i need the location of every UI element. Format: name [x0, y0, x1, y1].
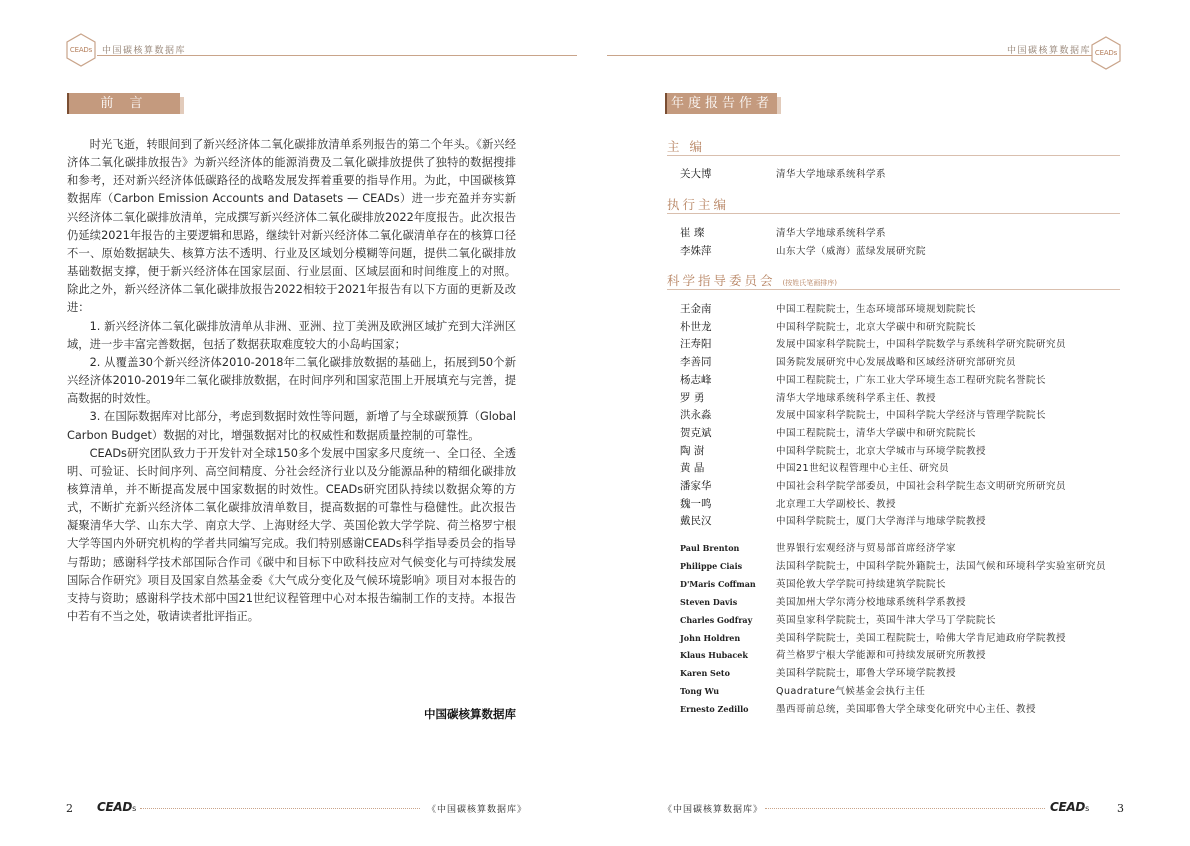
footer-dotted-line — [140, 808, 420, 809]
person-name: 贺克斌 — [680, 426, 712, 439]
person-row — [680, 243, 1140, 261]
person-row — [680, 166, 1140, 184]
person-row — [680, 496, 1140, 514]
paragraph: 2. 从覆盖30个新兴经济体2010-2018年二氧化碳排放数据的基础上，拓展到50个新兴经济体2010-2019年二氧化碳排放数据，在时间序列和国家范围上开展填充与完善，提高数据的时效性。 — [67, 355, 516, 406]
person-name: 李姝萍 — [680, 244, 712, 257]
hex-logo-text: CEADs — [1094, 49, 1118, 57]
person-name: 汪寿阳 — [680, 338, 712, 351]
person-name: 洪永淼 — [680, 409, 712, 422]
section-title-executive-editors: 执行主编 — [667, 197, 730, 212]
person-row — [680, 665, 1140, 683]
person-affiliation: 美国加州大学尔湾分校地球系统科学系教授 — [776, 596, 967, 608]
person-row — [680, 336, 1140, 354]
person-row — [680, 425, 1140, 443]
footer-logo-main: CEAD — [97, 800, 133, 814]
footer-logo-suffix: s — [1085, 804, 1089, 813]
person-name: 崔 璨 — [680, 227, 705, 239]
person-affiliation: 山东大学（威海）蓝绿发展研究院 — [776, 245, 927, 257]
person-row — [680, 390, 1140, 408]
section-title-committee — [667, 271, 837, 289]
person-row — [680, 372, 1140, 390]
person-name: Charles Godfray — [680, 614, 753, 625]
person-name: Tong Wu — [680, 686, 720, 697]
person-row — [680, 683, 1140, 701]
person-row — [680, 478, 1140, 496]
section-divider — [667, 155, 1120, 156]
person-name: Ernesto Zedillo — [680, 704, 749, 715]
person-row — [680, 576, 1140, 594]
person-name: 朴世龙 — [680, 320, 712, 333]
section-title-chief-editor: 主 编 — [667, 139, 705, 154]
section-divider — [667, 289, 1120, 290]
hex-logo-text: CEADs — [69, 46, 93, 54]
person-name: 罗 勇 — [680, 391, 705, 404]
section-divider — [667, 213, 1120, 214]
person-affiliation: 中国科学院院士，北京大学城市与环境学院教授 — [776, 445, 987, 457]
person-affiliation: 发展中国家科学院院士，中国科学院数学与系统科学研究院研究员 — [776, 339, 1067, 351]
person-row — [680, 460, 1140, 478]
person-affiliation: 墨西哥前总统，美国耶鲁大学全球变化研究中心主任、教授 — [776, 704, 1037, 716]
footer-title-right: 《中国碳核算数据库》 — [663, 805, 764, 815]
person-row — [680, 301, 1140, 319]
person-affiliation: 中国21世纪议程管理中心主任、研究员 — [776, 463, 950, 475]
paragraph: 3. 在国际数据库对比部分，考虑到数据时效性等问题，新增了与全球碳预算（Global Carbon Budget）数据的对比，增强数据对比的权威性和数据质量控制的可靠性。 — [67, 410, 516, 442]
footer-logo-main: CEAD — [1050, 800, 1086, 814]
person-name: D'Maris Coffman — [680, 578, 756, 589]
committee-note: (按姓氏笔画排序) — [782, 279, 837, 287]
person-row — [680, 407, 1140, 425]
person-name: 王金南 — [680, 303, 712, 315]
person-row — [680, 630, 1140, 648]
footer-logo-right — [1050, 800, 1089, 814]
person-name: 黄 晶 — [680, 462, 705, 475]
person-affiliation: 中国工程院院士，清华大学碳中和研究院院长 — [776, 427, 977, 439]
person-name: Karen Seto — [680, 668, 730, 679]
section-tag-preface: 前 言 — [67, 93, 180, 114]
person-row — [680, 540, 1140, 558]
paragraph: 时光飞逝，转眼间到了新兴经济体二氧化碳排放清单系列报告的第二个年头。《新兴经济体二氧化碳排放报告》为新兴经济体的能源消费及二氧化碳排放提供了独特的数据搜排和参考，还对新兴经济体低碳路径的战略发展发挥着重要的指导作用。为此，中国碳核算数据库（Carbon Emission Accounts and Datasets — CEADs）进一步充盈并夯实新兴经济体二氧化碳排放清单，完成撰写新兴经济体二氧化碳排放2022年度报告。此次报告仍延续2021年报告的主要逻辑和思路，继续针对新兴经济体二氧化碳清单存在的核算口径不一、原始数据缺失、核算方法不透明、行业及区域划分模糊等问题，提供二氧化碳排放基础数据支撑，便于新兴经济体在国家层面、行业层面、区域层面和时间维度上的对照。除此之外，新兴经济体二氧化碳排放报告2022相较于2021年报告有以下方面的更新及改进： — [67, 138, 516, 315]
person-affiliation: 荷兰格罗宁根大学能源和可持续发展研究所教授 — [776, 650, 987, 662]
person-name: 魏一鸣 — [680, 497, 712, 510]
person-affiliation: 中国社会科学院学部委员，中国社会科学院生态文明研究所研究员 — [776, 481, 1067, 492]
header-brand: 中国碳核算数据库 — [1007, 46, 1092, 56]
person-affiliation: 中国工程院院士，生态环境部环境规划院院长 — [776, 304, 977, 315]
person-affiliation: 清华大学地球系统科学系主任、教授 — [776, 392, 937, 404]
person-row — [680, 647, 1140, 665]
person-row — [680, 354, 1140, 372]
person-name: 陶 澍 — [680, 444, 705, 457]
footer-title-left: 《中国碳核算数据库》 — [427, 805, 528, 815]
person-name: 李善同 — [680, 356, 712, 369]
person-row — [680, 319, 1140, 337]
person-row — [680, 612, 1140, 630]
preface-body — [67, 136, 516, 626]
person-name: Paul Brenton — [680, 543, 740, 553]
person-name: 关大博 — [680, 168, 712, 180]
ceads-hexagon-logo-icon — [1091, 36, 1121, 70]
footer-logo-suffix: s — [132, 804, 136, 813]
person-affiliation: 中国科学院院士，北京大学碳中和研究院院长 — [776, 321, 977, 333]
person-row — [680, 594, 1140, 612]
person-affiliation: 中国科学院院士，厦门大学海洋与地球学院教授 — [776, 516, 987, 528]
person-affiliation: 清华大学地球系统科学系 — [776, 169, 887, 180]
person-affiliation: 发展中国家科学院院士，中国科学院大学经济与管理学院院长 — [776, 410, 1047, 422]
person-affiliation: 中国工程院院士，广东工业大学环境生态工程研究院名誉院长 — [776, 374, 1047, 386]
person-affiliation: 北京理工大学副校长、教授 — [776, 498, 897, 510]
person-name: Philippe Ciais — [680, 560, 743, 571]
person-affiliation: 英国伦敦大学学院可持续建筑学院院长 — [776, 578, 947, 590]
person-affiliation: 美国科学院院士，美国工程院院士，哈佛大学肯尼迪政府学院教授 — [776, 632, 1067, 644]
person-affiliation: 世界银行宏观经济与贸易部首席经济学家 — [776, 543, 957, 554]
header-brand: 中国碳核算数据库 — [102, 46, 187, 56]
paragraph: 1. 新兴经济体二氧化碳排放清单从非洲、亚洲、拉丁美洲及欧洲区域扩充到大洋洲区域，进一步丰富完善数据，包括了数据获取难度较大的小岛屿国家； — [67, 319, 516, 351]
footer-dotted-line — [765, 808, 1045, 809]
person-affiliation: 清华大学地球系统科学系 — [776, 228, 887, 239]
person-row — [680, 443, 1140, 461]
person-row — [680, 225, 1140, 243]
page-number-left: 2 — [66, 802, 73, 815]
person-name: 戴民汉 — [680, 515, 712, 528]
person-row — [680, 558, 1140, 576]
person-affiliation: 国务院发展研究中心发展战略和区域经济研究部研究员 — [776, 357, 1017, 369]
footer-logo-left — [97, 800, 136, 814]
person-name: John Holdren — [680, 632, 741, 643]
person-affiliation: 美国科学院院士，耶鲁大学环境学院教授 — [776, 668, 957, 680]
person-name: 杨志峰 — [680, 373, 712, 386]
person-name: Steven Davis — [680, 596, 738, 607]
person-affiliation: Quadrature气候基金会执行主任 — [776, 686, 926, 698]
person-name: Klaus Hubacek — [680, 650, 748, 661]
section-tag-authors: 年度报告作者 — [665, 93, 777, 114]
person-affiliation: 英国皇家科学院院士，英国牛津大学马丁学院院长 — [776, 614, 997, 626]
ceads-hexagon-logo-icon — [66, 33, 96, 67]
committee-title-text: 科学指导委员会 — [667, 273, 776, 288]
person-row — [680, 513, 1140, 531]
signature: 中国碳核算数据库 — [424, 707, 516, 721]
paragraph: CEADs研究团队致力于开发针对全球150多个发展中国家多尺度统一、全口径、全透明、可验证、长时间序列、高空间精度、分社会经济行业以及分能源品种的精细化碳排放核算清单，并不断提高发展中国家数据的时效性。CEADs研究团队持续以数据众筹的方式，不断扩充新兴经济体二氧化碳排放清单数目，提高数据的可靠性与稳健性。此次报告凝聚清华大学、山东大学、南京大学、上海财经大学、英国伦敦大学学院、荷兰格罗宁根大学等国内外研究机构的学者共同编写完成。我们特别感谢CEADs科学指导委员会的指导与帮助；感谢科学技术部国际合作司《碳中和目标下中欧科技应对气候变化与可持续发展国际合作研究》项目及国家自然基金委《大气成分变化及气候环境影响》项目对本报告的支持与资助；感谢科学技术部中国21世纪议程管理中心对本报告编制工作的支持。本报告中若有不当之处，敬请读者批评指正。 — [67, 446, 516, 624]
page-number-right: 3 — [1117, 802, 1124, 815]
person-affiliation: 法国科学院院士，中国科学院外籍院士，法国气候和环境科学实验室研究员 — [776, 560, 1107, 572]
person-row — [680, 701, 1140, 719]
person-name: 潘家华 — [680, 480, 712, 492]
